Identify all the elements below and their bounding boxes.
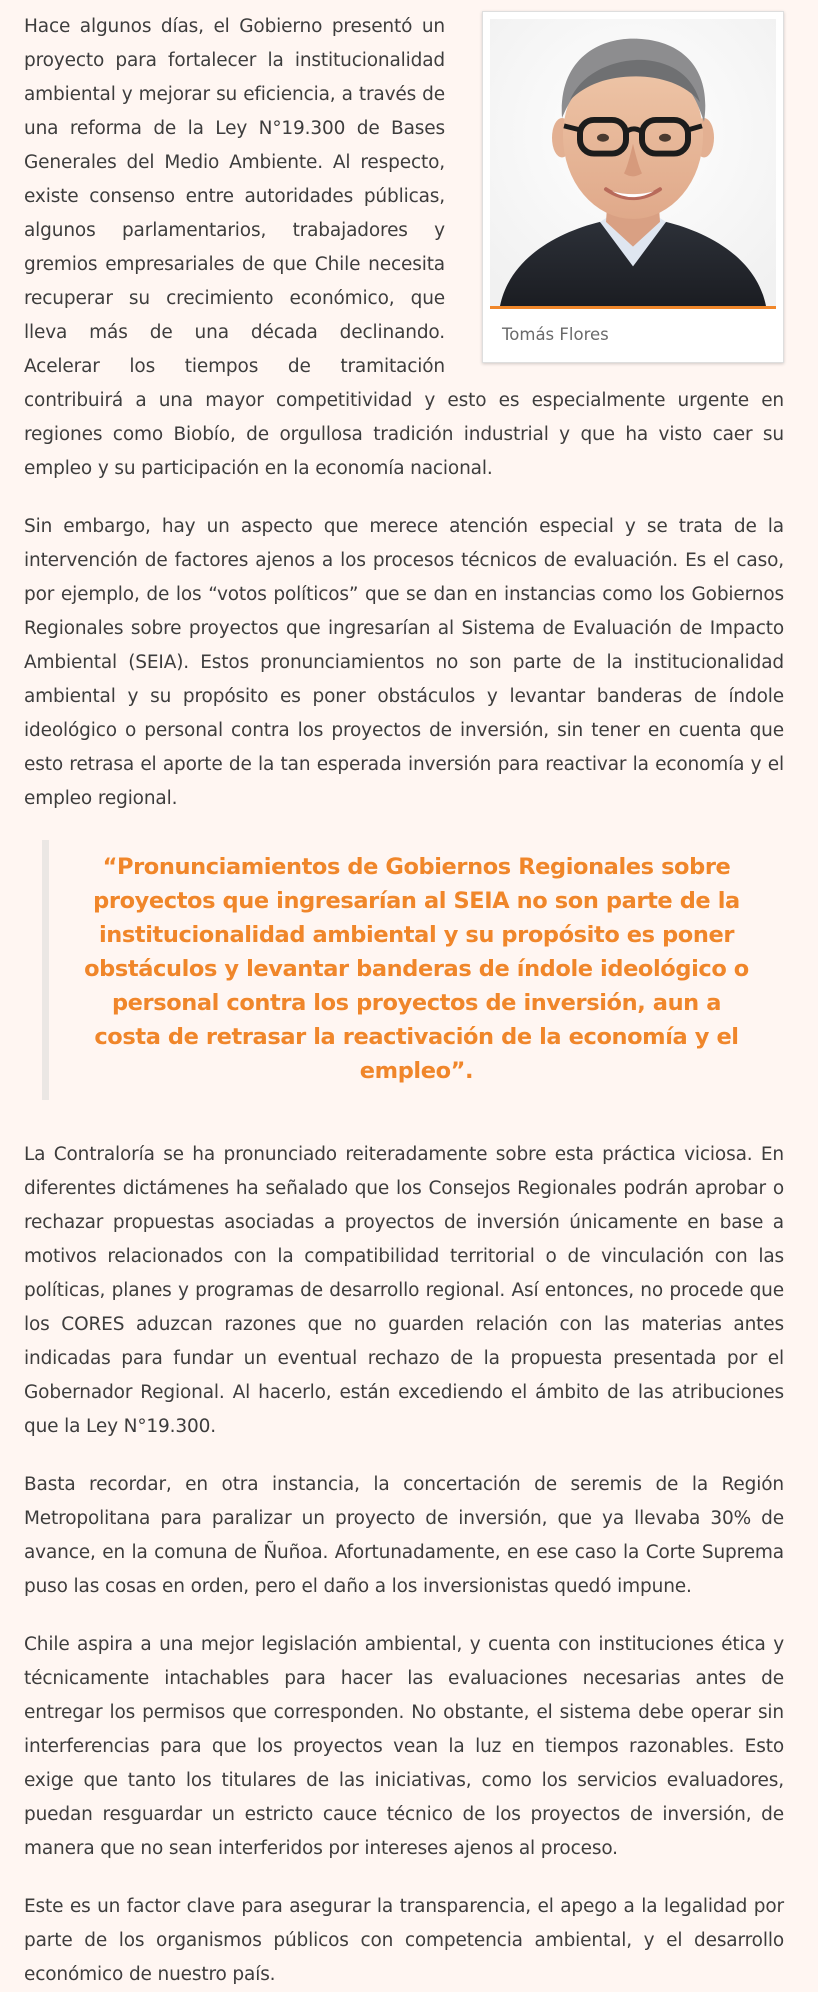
paragraph: Sin embargo, hay un aspecto que merece atención especial y se trata de la intervención de factores ajenos a los procesos técnicos de evaluación. Es el caso, por ejemplo, de los “votos políticos” que se dan en instancias como los Gobiernos Regionales sobre proyectos que ingresarían al Sistema de Evaluación de Impacto Ambiental (SEIA). Estos pronunciamientos no son parte de la institucionalidad ambiental y su propósito es poner obstáculos y levantar banderas de índole ideológico o personal contra los proyectos de inversión, sin tener en cuenta que esto retrasa el aporte de la tan esperada inversión para reactivar la economía y el empleo regional. [24,516,784,809]
paragraph: Hace algunos días, el Gobierno presentó un proyecto para fortalecer la institucionalidad ambiental y mejorar su eficiencia, a través de una reforma de la Ley N°19.300 de Bases Generales del Medio Ambiente. Al respecto, existe consenso entre autoridades públicas, algunos parlamentarios, trabajadores y gremios empresariales de que Chile necesita recuperar su crecimiento económico, que lleva más de una década declinando. Acelerar los tiempos de tramitación contribuirá a una mayor competitividad y esto es especialmente urgente en regiones como Biobío, de orgullosa tradición industrial y que ha visto caer su empleo y su participación en la economía nacional. [24,16,784,479]
author-portrait-image [490,19,776,309]
paragraph: Basta recordar, en otra instancia, la concertación de seremis de la Región Metropolitana para paralizar un proyecto de inversión, que ya llevaba 30% de avance, en la comuna de Ñuñoa. Afortunadamente, en ese caso la Corte Suprema puso las cosas en orden, pero el daño a los inversionistas quedó impune. [24,1474,784,1597]
paragraph: Chile aspira a una mejor legislación ambiental, y cuenta con instituciones ética y técnicamente intachables para hacer las evaluaciones necesarias antes de entregar los permisos que corresponden. No obstante, el sistema debe operar sin interferencias para que los proyectos vean la luz en tiempos razonables. Esto exige que tanto los titulares de las iniciativas, como los servicios evaluadores, puedan resguardar un estricto cauce técnico de los proyectos de inversión, de manera que no sean interferidos por intereses ajenos al proceso. [24,1634,784,1859]
photo-caption: Tomás Flores [502,325,609,344]
article-body [24,0,784,1992]
paragraph: La Contraloría se ha pronunciado reiteradamente sobre esta práctica viciosa. En diferentes dictámenes ha señalado que los Consejos Regionales podrán aprobar o rechazar propuestas asociadas a proyectos de inversión únicamente en base a motivos relacionados con la compatibilidad territorial o de vinculación con las políticas, planes y programas de desarrollo regional. Así entonces, no procede que los CORES aduzcan razones que no guarden relación con las materias antes indicadas para fundar un eventual rechazo de la propuesta presentada por el Gobernador Regional. Al hacerlo, están excediendo el ámbito de las atribuciones que la Ley N°19.300. [24,1144,784,1437]
author-photo-figure [482,11,784,363]
pull-quote: “Pronunciamientos de Gobiernos Regionales sobre proyectos que ingresarían al SEIA no son parte de la institucionalidad ambiental y su propósito es poner obstáculos y levantar banderas de índole ideológico o personal contra los proyectos de inversión, aun a costa de retrasar la reactivación de la economía y el empleo”. [42,840,784,1100]
paragraph: Este es un factor clave para asegurar la transparencia, el apego a la legalidad por parte de los organismos públicos con competencia ambiental, y el desarrollo económico de nuestro país. [24,1896,784,1985]
